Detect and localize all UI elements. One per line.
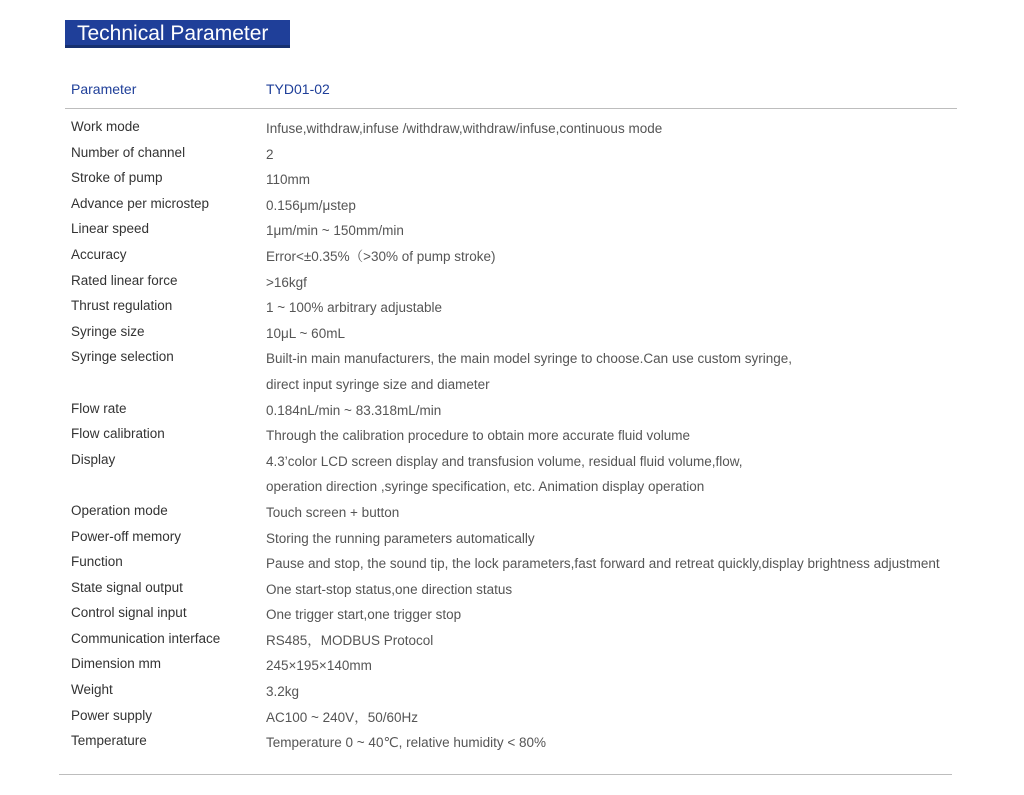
table-row	[71, 244, 991, 270]
parameter-name: Syringe selection	[71, 349, 174, 365]
table-row	[71, 653, 991, 679]
table-row	[71, 577, 991, 603]
parameter-value	[266, 244, 991, 270]
parameter-value	[266, 295, 991, 321]
parameter-value-line: Built-in main manufacturers, the main model syringe to choose.Can use custom syringe,	[266, 351, 792, 367]
parameter-value	[266, 423, 991, 449]
parameter-value-line: RS485，MODBUS Protocol	[266, 632, 434, 648]
parameter-name: Function	[71, 554, 123, 570]
parameter-value	[266, 449, 991, 500]
parameter-value	[266, 679, 991, 705]
parameter-value-line: One trigger start,one trigger stop	[266, 607, 462, 623]
parameter-value	[266, 142, 991, 168]
parameter-value-line: 0.184nL/min ~ 83.318mL/min	[266, 402, 442, 418]
parameter-name: Rated linear force	[71, 272, 178, 288]
parameter-name: Communication interface	[71, 630, 221, 646]
parameter-value	[266, 500, 991, 526]
parameter-value	[266, 551, 991, 577]
parameter-name: Power-off memory	[71, 528, 182, 544]
table-row	[71, 116, 991, 142]
header-parameter-label: Parameter	[71, 81, 137, 97]
parameter-value	[266, 116, 991, 142]
table-row	[71, 628, 991, 654]
table-row	[71, 551, 991, 577]
parameter-value	[266, 218, 991, 244]
parameter-value	[266, 730, 991, 756]
table-row	[71, 321, 991, 347]
section-title: Technical Parameter	[65, 20, 290, 48]
parameter-table	[71, 116, 991, 756]
parameter-name: Control signal input	[71, 605, 187, 621]
parameter-name: Dimension mm	[71, 656, 162, 672]
parameter-value-line: 1 ~ 100% arbitrary adjustable	[266, 300, 442, 316]
parameter-value-line: Through the calibration procedure to obtain more accurate fluid volume	[266, 428, 690, 444]
table-row	[71, 449, 991, 500]
table-row	[71, 705, 991, 731]
table-row	[71, 193, 991, 219]
parameter-value-line: AC100 ~ 240V，50/60Hz	[266, 709, 418, 725]
parameter-value-line: >16kgf	[266, 274, 307, 290]
table-row	[71, 295, 991, 321]
parameter-name: Flow calibration	[71, 426, 165, 442]
parameter-value	[266, 653, 991, 679]
parameter-name: Linear speed	[71, 221, 150, 237]
parameter-value-line: 245×195×140mm	[266, 658, 372, 674]
parameter-name: Temperature	[71, 733, 147, 749]
table-row	[71, 270, 991, 296]
table-row	[71, 679, 991, 705]
table-row	[71, 398, 991, 424]
parameter-value-line: 3.2kg	[266, 684, 300, 700]
table-header	[71, 80, 951, 98]
table-row	[71, 423, 991, 449]
parameter-value	[266, 628, 991, 654]
parameter-value	[266, 321, 991, 347]
parameter-name: Thrust regulation	[71, 298, 173, 314]
parameter-value-line: 0.156μm/μstep	[266, 197, 356, 213]
parameter-value-line: Temperature 0 ~ 40℃, relative humidity < 80%	[266, 735, 547, 751]
parameter-name: Number of channel	[71, 144, 186, 160]
parameter-value	[266, 526, 991, 552]
parameter-value	[266, 602, 991, 628]
parameter-value-line: 4.3’color LCD screen display and transfusion volume, residual fluid volume,flow,	[266, 453, 743, 469]
parameter-name: Weight	[71, 682, 113, 698]
table-row	[71, 346, 991, 397]
parameter-value-line: Pause and stop, the sound tip, the lock parameters,fast forward and retreat quickly,display brightness adjustment	[266, 556, 940, 572]
parameter-name: Work mode	[71, 119, 140, 134]
parameter-name: Power supply	[71, 707, 153, 723]
parameter-value	[266, 577, 991, 603]
parameter-value-line: 110mm	[266, 172, 311, 188]
parameter-name: Display	[71, 451, 116, 467]
parameter-name: Advance per microstep	[71, 195, 210, 211]
parameter-name: State signal output	[71, 579, 183, 595]
parameter-name: Flow rate	[71, 400, 127, 416]
footer-divider	[59, 774, 952, 775]
parameter-name: Syringe size	[71, 323, 145, 339]
parameter-value	[266, 705, 991, 731]
parameter-value-line: Touch screen + button	[266, 504, 400, 520]
parameter-value	[266, 167, 991, 193]
table-row	[71, 602, 991, 628]
parameter-value-line: Infuse,withdraw,infuse /withdraw,withdraw/infuse,continuous mode	[266, 121, 663, 136]
parameter-value	[266, 193, 991, 219]
table-row	[71, 526, 991, 552]
header-divider	[65, 108, 957, 109]
parameter-value-line: direct input syringe size and diameter	[266, 376, 490, 392]
parameter-value	[266, 346, 991, 397]
parameter-value-line: One start-stop status,one direction status	[266, 581, 513, 597]
parameter-value-line: 2	[266, 146, 274, 162]
table-row	[71, 167, 991, 193]
table-row	[71, 218, 991, 244]
table-row	[71, 142, 991, 168]
parameter-value-line: 1μm/min ~ 150mm/min	[266, 223, 404, 239]
parameter-value	[266, 270, 991, 296]
table-row	[71, 500, 991, 526]
header-model-label: TYD01-02	[266, 81, 330, 97]
parameter-value-line: Storing the running parameters automatically	[266, 530, 535, 546]
parameter-name: Stroke of pump	[71, 170, 163, 186]
parameter-value-line: 10μL ~ 60mL	[266, 325, 345, 341]
parameter-value-line: Error<±0.35%（>30% of pump stroke)	[266, 248, 496, 264]
parameter-name: Accuracy	[71, 246, 127, 262]
parameter-name: Operation mode	[71, 502, 168, 518]
parameter-value	[266, 398, 991, 424]
table-row	[71, 730, 991, 756]
parameter-value-line: operation direction ,syringe specification, etc. Animation display operation	[266, 479, 705, 495]
